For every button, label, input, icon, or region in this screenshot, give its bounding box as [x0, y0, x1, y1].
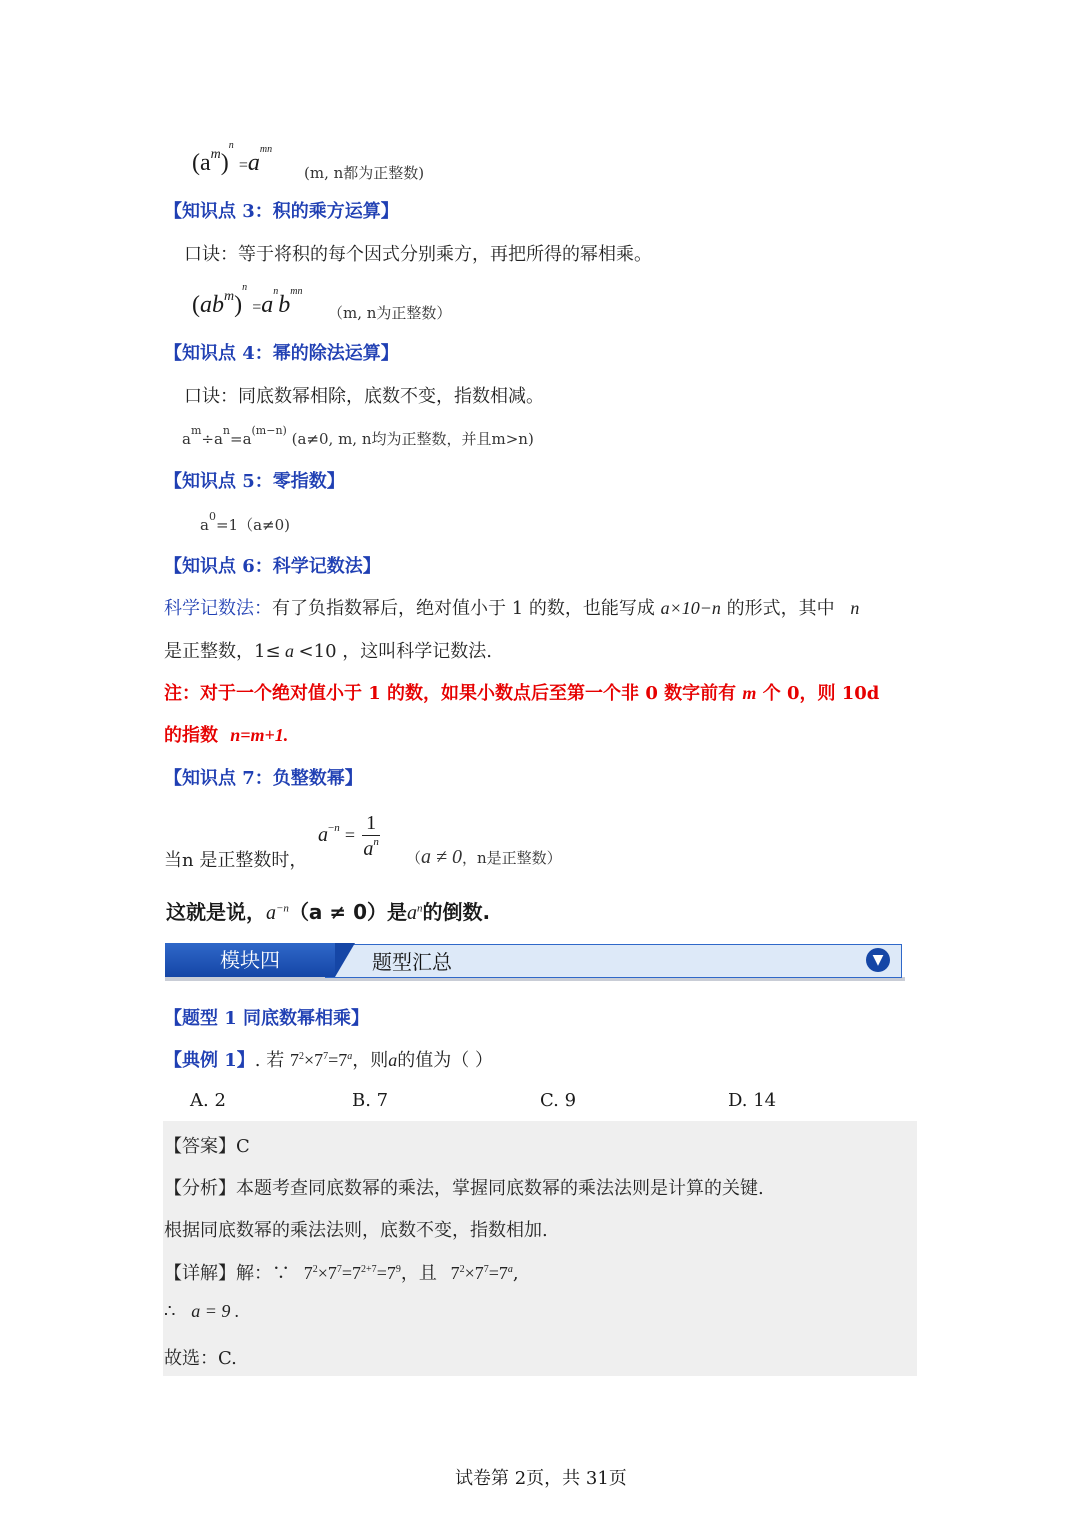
analysis-line: 【分析】本题考查同底数幂的乘法，掌握同底数幂的乘法法则是计算的关键. — [164, 1178, 764, 1199]
kp4-rule: 口诀：同底数幂相除，底数不变，指数相减。 — [184, 386, 544, 407]
kp6-note2: 个 0，则 10d — [762, 683, 880, 704]
kp7-cond-open: （ — [406, 849, 422, 867]
kp6-line2-a: 是正整数，1≤ — [164, 641, 281, 662]
kp4-minus-exp: (m−n) — [251, 424, 287, 437]
kp7-cond-rest: ，n是正整数） — [462, 849, 562, 867]
option-b[interactable]: B. 7 — [352, 1090, 389, 1111]
kp6-note — [164, 679, 879, 705]
option-a[interactable]: A. 2 — [190, 1090, 226, 1111]
kp7-bold-a: 这就是说， — [166, 900, 266, 924]
kp3-rule: 口诀：等于将积的每个因式分别乘方，再把所得的幂相乘。 — [184, 244, 652, 265]
kp7-bold-line: 这就是说，$a^{-n}(a \ne 0)$是$a^n$的倒数. — [166, 900, 491, 924]
result-value: a = 9 . — [191, 1301, 240, 1321]
page-footer: 试卷第 2页，共 31页 — [455, 1468, 627, 1489]
kp7-formula: $a^{-n}$ = $\frac{1}{a^n}$ — [318, 812, 379, 860]
detail-line: 【详解】解：∵ $7^2\times 7^7=7^{2+7}=7^9$，且 $7^2\times 7^7=7^a$, — [164, 1263, 519, 1284]
kp6-m: m — [742, 683, 757, 703]
kp6-n: n — [850, 598, 860, 618]
answer-line: 【答案】C — [164, 1136, 250, 1157]
kp5-formula: $a^0=1(a\ne 0)$ — [200, 510, 290, 534]
example-stem-b: ，则 — [352, 1050, 389, 1071]
answer-box — [163, 1121, 917, 1376]
kp6-note1: 注：对于一个绝对值小于 1 的数，如果小数点后至第一个非 0 数字前有 — [164, 683, 737, 704]
banner-slash — [335, 943, 355, 977]
kp6-note-line2 — [164, 721, 288, 747]
kp6-expr: a×10−n — [660, 598, 721, 618]
choose-line: 故选：C. — [164, 1348, 237, 1369]
kp6-line2-b: <10 ，这叫科学记数法. — [298, 641, 492, 662]
chevron-down-icon[interactable]: ▼ — [866, 948, 890, 972]
kp7-bold-c: 的倒数. — [422, 900, 491, 924]
formula-power-of-product: $(abm)^n =a^nb^{mn}$ — [192, 282, 303, 318]
banner-module-label: 模块四 — [165, 943, 335, 977]
option-c[interactable]: C. 9 — [540, 1090, 577, 1111]
option-d[interactable]: D. 14 — [728, 1090, 777, 1111]
kp3-condition: （m, n为正整数） — [328, 304, 452, 322]
kp6-line1 — [164, 594, 859, 620]
formula-condition: (m, n都为正整数) — [304, 164, 425, 182]
example-stem-c: 的值为（ ） — [397, 1050, 494, 1071]
therefore-symbol: ∴ — [164, 1301, 176, 1322]
kp7-title: 【知识点 7：负整数幂】 — [164, 768, 363, 789]
detail-mid: ，且 — [400, 1263, 437, 1284]
kp6-text2: 的形式，其中 — [726, 598, 835, 619]
kp7-cond — [406, 846, 562, 869]
kp4-title: 【知识点 4：幂的除法运算】 — [164, 343, 399, 364]
kp4-formula: $a^m\div a^n=a^{(m-n)}$ (a≠0, m, n均为正整数，并且m>n) — [182, 424, 534, 448]
kp6-note3: 的指数 — [164, 725, 218, 746]
kp7-bold-b: （a ≠ 0）是 — [288, 900, 408, 924]
formula-power-of-power: $(am)^n =a^{mn}$ — [192, 140, 273, 176]
banner-title: 题型汇总 — [372, 950, 452, 974]
kp6-text1: 有了负指数幂后，绝对值小于 1 的数，也能写成 — [272, 598, 655, 619]
kp6-title: 【知识点 6：科学记数法】 — [164, 556, 381, 577]
type1-title: 【题型 1 同底数幂相乘】 — [164, 1008, 370, 1029]
kp4-formula-tail: (a≠0, m, n均为正整数，并且m>n) — [291, 430, 534, 448]
kp6-note4: n=m+1. — [230, 725, 289, 745]
kp3-title: 【知识点 3：积的乘方运算】 — [164, 201, 399, 222]
kp7-cond-a: a ≠ 0 — [421, 846, 462, 868]
kp5-formula-text: =1（a≠0) — [215, 516, 290, 534]
example-stem-a: . 若 — [254, 1050, 285, 1071]
detail-label: 【详解】解：∵ — [164, 1263, 290, 1284]
rule-line: 根据同底数幂的乘法法则，底数不变，指数相加. — [164, 1220, 548, 1241]
example-label: 【典例 1】 — [164, 1050, 255, 1071]
kp7-lead: 当n 是正整数时， — [164, 850, 308, 871]
therefore-line — [164, 1301, 239, 1322]
kp5-title: 【知识点 5：零指数】 — [164, 471, 345, 492]
kp6-line2: 是正整数，1≤ a <10 ，这叫科学记数法. — [164, 641, 492, 662]
example-stem: 【典例 1】. 若 $7^2\times 7^7=7^a$，则a的值为（ ） — [164, 1050, 494, 1071]
kp6-label: 科学记数法： — [164, 598, 272, 619]
